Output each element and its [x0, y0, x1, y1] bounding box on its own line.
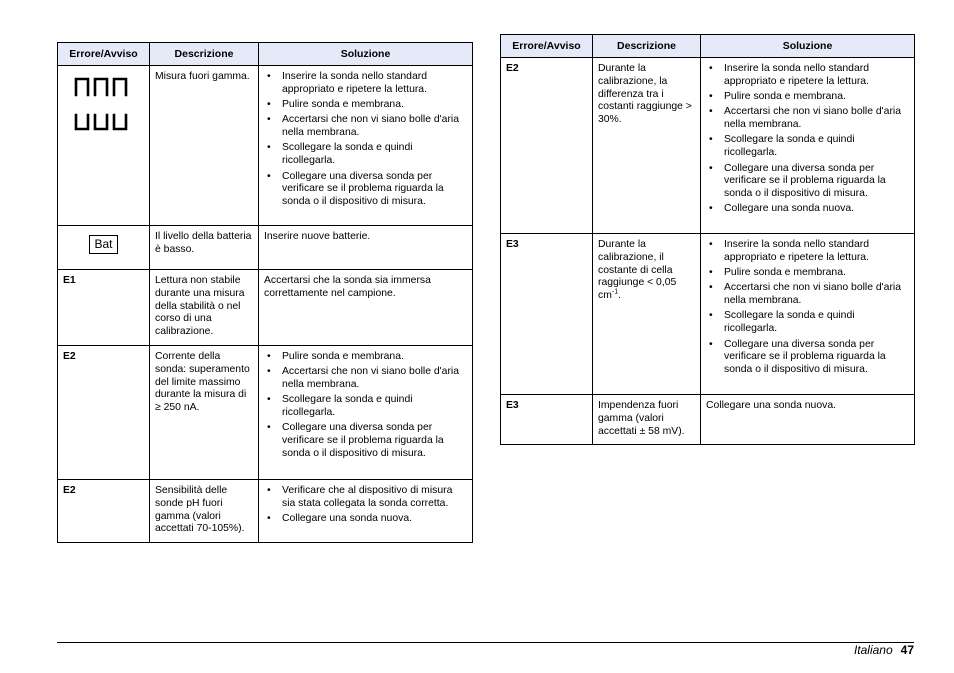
- header-error: Errore/Avviso: [58, 43, 150, 66]
- page-number: 47: [900, 643, 914, 657]
- solution-item: • Collegare una sonda nuova.: [706, 203, 909, 216]
- solution-item: • Scollegare la sonda e quindi ricollegarla.: [264, 142, 467, 168]
- error-description: [593, 234, 701, 395]
- error-code-cell: [58, 66, 150, 226]
- table-row: [501, 395, 915, 445]
- error-description: Durante la calibrazione, la differenza tra i costanti raggiunge > 30%.: [593, 58, 701, 234]
- error-code: E2: [58, 479, 150, 542]
- error-description: Il livello della batteria è basso.: [150, 226, 259, 270]
- error-solution: [701, 58, 915, 234]
- solution-item: • Scollegare la sonda e quindi ricollegarla.: [264, 394, 467, 420]
- lcd-under-range-icon: [73, 111, 131, 133]
- table-header-row: [58, 43, 473, 66]
- header-solution: Soluzione: [259, 43, 473, 66]
- error-description: Lettura non stabile durante una misura della stabilità o nel corso di una calibrazione.: [150, 270, 259, 346]
- table-row: [58, 226, 473, 270]
- solution-list: [264, 351, 467, 461]
- table-row: [58, 270, 473, 346]
- error-code: E2: [501, 58, 593, 234]
- error-solution: [701, 234, 915, 395]
- solution-list: [706, 63, 909, 216]
- left-error-table: [57, 42, 473, 543]
- solution-list: [264, 71, 467, 209]
- table-row: [501, 58, 915, 234]
- solution-item: • Pulire sonda e membrana.: [706, 267, 909, 280]
- error-description: Corrente della sonda: superamento del limite massimo durante la misura di ≥ 250 nA.: [150, 345, 259, 479]
- solution-item: • Inserire la sonda nello standard appropriato e ripetere la lettura.: [706, 239, 909, 265]
- page-footer: [854, 643, 914, 657]
- header-description: Descrizione: [593, 35, 701, 58]
- solution-item: • Inserire la sonda nello standard appropriato e ripetere la lettura.: [264, 71, 467, 97]
- table-row: [58, 66, 473, 226]
- footer-language: Italiano: [853, 643, 893, 657]
- solution-item: • Collegare una diversa sonda per verificare se il problema riguarda la sonda o il dispositivo di misura.: [706, 339, 909, 377]
- table-row: [58, 479, 473, 542]
- error-code-cell: [58, 226, 150, 270]
- error-solution: Accertarsi che la sonda sia immersa correttamente nel campione.: [259, 270, 473, 346]
- description-text: Durante la calibrazione, il costante di cella raggiunge < 0,05 cm: [598, 239, 677, 302]
- error-description: Sensibilità delle sonde pH fuori gamma (valori accettati 70-105%).: [150, 479, 259, 542]
- error-code: E2: [58, 345, 150, 479]
- error-solution: Collegare una sonda nuova.: [701, 395, 915, 445]
- solution-item: • Verificare che al dispositivo di misura sia stata collegata la sonda corretta.: [264, 485, 467, 511]
- lcd-over-range-icon: [73, 75, 131, 97]
- description-end: .: [618, 290, 621, 302]
- solution-item: • Accertarsi che non vi siano bolle d'aria nella membrana.: [264, 366, 467, 392]
- solution-item: • Pulire sonda e membrana.: [264, 351, 467, 364]
- solution-item: • Accertarsi che non vi siano bolle d'aria nella membrana.: [706, 106, 909, 132]
- error-solution: [259, 479, 473, 542]
- solution-item: • Scollegare la sonda e quindi ricollegarla.: [706, 310, 909, 336]
- table-header-row: [501, 35, 915, 58]
- solution-item: • Scollegare la sonda e quindi ricollegarla.: [706, 134, 909, 160]
- table-row: [501, 234, 915, 395]
- header-description: Descrizione: [150, 43, 259, 66]
- solution-list: [706, 239, 909, 377]
- solution-item: • Pulire sonda e membrana.: [706, 91, 909, 104]
- error-description: Misura fuori gamma.: [150, 66, 259, 226]
- unit-exponent: -1: [611, 288, 619, 296]
- error-solution: Inserire nuove batterie.: [259, 226, 473, 270]
- header-error: Errore/Avviso: [501, 35, 593, 58]
- solution-item: • Accertarsi che non vi siano bolle d'aria nella membrana.: [264, 114, 467, 140]
- battery-low-badge: Bat: [89, 235, 117, 254]
- error-description: Impendenza fuori gamma (valori accettati ± 58 mV).: [593, 395, 701, 445]
- right-error-table: [500, 34, 915, 445]
- error-solution: [259, 345, 473, 479]
- error-solution: [259, 66, 473, 226]
- header-solution: Soluzione: [701, 35, 915, 58]
- solution-item: • Collegare una diversa sonda per verificare se il problema riguarda la sonda o il dispositivo di misura.: [706, 163, 909, 201]
- error-code: E3: [501, 234, 593, 395]
- solution-list: [264, 485, 467, 526]
- solution-item: • Pulire sonda e membrana.: [264, 99, 467, 112]
- table-row: [58, 345, 473, 479]
- footer-divider: [57, 642, 914, 643]
- error-code: E3: [501, 395, 593, 445]
- error-code: E1: [58, 270, 150, 346]
- solution-item: • Collegare una diversa sonda per verificare se il problema riguarda la sonda o il dispositivo di misura.: [264, 171, 467, 209]
- solution-item: • Collegare una diversa sonda per verificare se il problema riguarda la sonda o il dispositivo di misura.: [264, 422, 467, 460]
- solution-item: • Accertarsi che non vi siano bolle d'aria nella membrana.: [706, 282, 909, 308]
- solution-item: • Collegare una sonda nuova.: [264, 513, 467, 526]
- solution-item: • Inserire la sonda nello standard appropriato e ripetere la lettura.: [706, 63, 909, 89]
